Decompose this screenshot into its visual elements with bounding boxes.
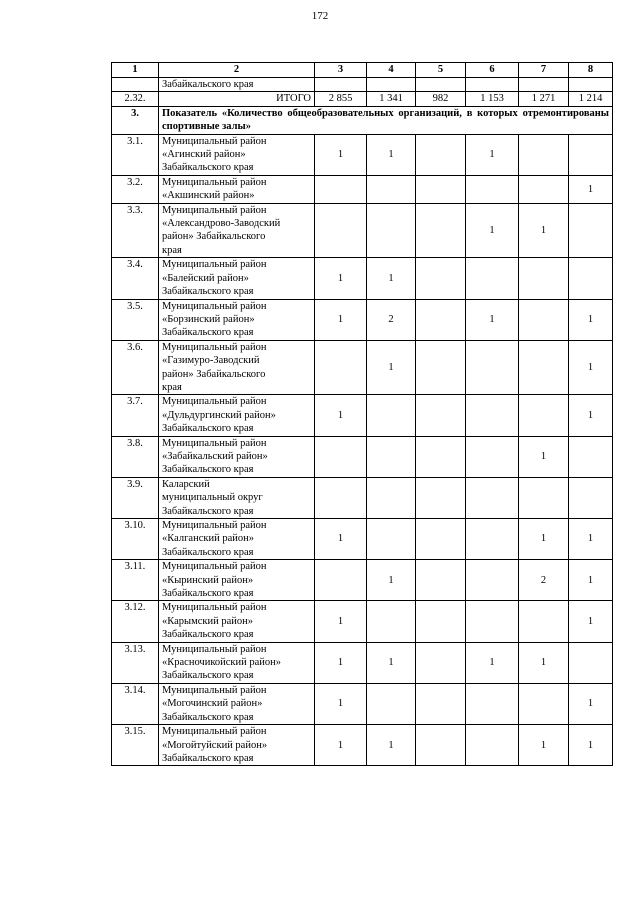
- data-table: [111, 62, 613, 766]
- row-number: 3.3.: [112, 203, 159, 258]
- header-cell: 5: [416, 63, 466, 78]
- section-title: Показатель «Количество общеобразовательных организаций, в которых отремонтированы спортивные залы»: [159, 106, 613, 134]
- municipality-name-line: Муниципальный район: [162, 300, 267, 312]
- municipality-name-line: «Забайкальский район»: [162, 450, 268, 462]
- value-cell: [466, 175, 519, 203]
- municipality-name-line: «Карымский район»: [162, 615, 253, 627]
- total-label: ИТОГО: [159, 92, 315, 106]
- municipality-name: [159, 175, 315, 203]
- value-cell: [466, 477, 519, 518]
- header-cell: 6: [466, 63, 519, 78]
- value-cell: [569, 258, 613, 299]
- municipality-name-line: «Могочинский район»: [162, 698, 263, 710]
- municipality-name-line: Муниципальный район: [162, 643, 267, 655]
- table-row: [112, 560, 613, 601]
- table-row: [112, 203, 613, 258]
- value-cell: [519, 134, 569, 175]
- value-cell: 1: [367, 340, 416, 395]
- value-cell: [416, 642, 466, 683]
- row-number: 3.10.: [112, 519, 159, 560]
- municipality-name-line: Забайкальского края: [162, 588, 254, 600]
- municipality-name-line: «Балейский район»: [162, 272, 249, 284]
- value-cell: [416, 519, 466, 560]
- value-cell: [519, 477, 569, 518]
- value-cell: 1: [519, 203, 569, 258]
- municipality-name: [159, 203, 315, 258]
- section-header-row: [112, 106, 613, 134]
- value-cell: 1: [466, 299, 519, 340]
- municipality-name-line: Муниципальный район: [162, 204, 267, 216]
- municipality-name: [159, 134, 315, 175]
- value-cell: 1: [466, 642, 519, 683]
- municipality-name-line: Забайкальского края: [162, 423, 254, 435]
- table-row: [112, 725, 613, 766]
- municipality-name-line: Муниципальный район: [162, 602, 267, 614]
- value-cell: [466, 560, 519, 601]
- municipality-name-line: Муниципальный район: [162, 396, 267, 408]
- header-cell: 4: [367, 63, 416, 78]
- value-cell: [416, 477, 466, 518]
- value-cell: 1: [519, 436, 569, 477]
- value-cell: 2: [519, 560, 569, 601]
- municipality-name-line: «Александрово-Заводский: [162, 218, 281, 230]
- value-cell: [466, 725, 519, 766]
- value-cell: [416, 560, 466, 601]
- municipality-name: [159, 258, 315, 299]
- value-cell: 1: [466, 134, 519, 175]
- municipality-name-line: Забайкальского края: [162, 752, 254, 764]
- value-cell: 1: [569, 175, 613, 203]
- municipality-name-line: Забайкальского края: [162, 327, 254, 339]
- value-cell: [416, 683, 466, 724]
- row-number: 3.4.: [112, 258, 159, 299]
- row-number: 3.11.: [112, 560, 159, 601]
- value-cell: 1: [315, 519, 367, 560]
- table-row: [112, 299, 613, 340]
- value-cell: [519, 340, 569, 395]
- value-cell: [416, 436, 466, 477]
- row-number: 3.8.: [112, 436, 159, 477]
- value-cell: 1: [367, 258, 416, 299]
- value-cell: [367, 436, 416, 477]
- municipality-name-line: края: [162, 381, 182, 393]
- value-cell: [569, 134, 613, 175]
- municipality-name-line: «Акшинский район»: [162, 190, 255, 202]
- value-cell: 1: [315, 258, 367, 299]
- value-cell: [466, 519, 519, 560]
- page-number: 172: [311, 10, 329, 22]
- municipality-name-line: Забайкальского края: [162, 711, 254, 723]
- municipality-name-line: район» Забайкальского: [162, 231, 266, 243]
- header-cell: 8: [569, 63, 613, 78]
- municipality-name: [159, 683, 315, 724]
- municipality-name-line: «Газимуро-Заводский: [162, 355, 260, 367]
- value-cell: [519, 299, 569, 340]
- value-cell: 1: [315, 642, 367, 683]
- municipality-name-line: Муниципальный район: [162, 684, 267, 696]
- value-cell: 1: [367, 725, 416, 766]
- row-number: 3.15.: [112, 725, 159, 766]
- value-cell: 1: [519, 642, 569, 683]
- total-row: [112, 92, 613, 106]
- municipality-name: [159, 477, 315, 518]
- header-cell: 2: [159, 63, 315, 78]
- municipality-name-line: район» Забайкальского: [162, 368, 266, 380]
- municipality-name: [159, 340, 315, 395]
- total-value: 1 341: [367, 92, 416, 106]
- value-cell: 1: [519, 519, 569, 560]
- value-cell: [569, 477, 613, 518]
- value-cell: [367, 175, 416, 203]
- municipality-name-line: «Красночикойский район»: [162, 657, 282, 669]
- value-cell: 1: [569, 725, 613, 766]
- municipality-name: [159, 725, 315, 766]
- row-number: 3.12.: [112, 601, 159, 642]
- municipality-name-line: Муниципальный район: [162, 341, 267, 353]
- municipality-name-line: Муниципальный район: [162, 135, 267, 147]
- value-cell: 1: [569, 340, 613, 395]
- value-cell: 1: [569, 299, 613, 340]
- value-cell: [367, 395, 416, 436]
- municipality-name-line: Забайкальского края: [162, 546, 254, 558]
- municipality-name-line: Забайкальского края: [162, 505, 254, 517]
- value-cell: [367, 601, 416, 642]
- value-cell: 1: [315, 134, 367, 175]
- municipality-name-line: Муниципальный район: [162, 726, 267, 738]
- value-cell: 1: [315, 395, 367, 436]
- municipality-name: [159, 519, 315, 560]
- value-cell: [519, 683, 569, 724]
- row-name: Забайкальского края: [159, 78, 315, 92]
- value-cell: 1: [569, 395, 613, 436]
- value-cell: [367, 683, 416, 724]
- value-cell: [416, 340, 466, 395]
- value-cell: 1: [315, 683, 367, 724]
- total-value: 1 214: [569, 92, 613, 106]
- row-number: [112, 78, 159, 92]
- row-number: 2.32.: [112, 92, 159, 106]
- municipality-name-line: Забайкальского края: [162, 464, 254, 476]
- municipality-name-line: Забайкальского края: [162, 162, 254, 174]
- municipality-name-line: «Могойтуйский район»: [162, 739, 268, 751]
- row-number: 3.1.: [112, 134, 159, 175]
- row-number: 3.13.: [112, 642, 159, 683]
- municipality-name: [159, 395, 315, 436]
- value-cell: [315, 175, 367, 203]
- value-cell: [519, 601, 569, 642]
- table-row: [112, 477, 613, 518]
- header-cell: 1: [112, 63, 159, 78]
- row-number: 3.5.: [112, 299, 159, 340]
- municipality-name-line: «Калганский район»: [162, 533, 254, 545]
- value-cell: [315, 477, 367, 518]
- header-row: [112, 63, 613, 78]
- value-cell: [569, 436, 613, 477]
- value-cell: [315, 203, 367, 258]
- table-row: [112, 519, 613, 560]
- municipality-name-line: Каларский: [162, 478, 210, 490]
- value-cell: 1: [315, 299, 367, 340]
- value-cell: 2: [367, 299, 416, 340]
- value-cell: [416, 725, 466, 766]
- municipality-name-line: Муниципальный район: [162, 259, 267, 271]
- value-cell: 1: [519, 725, 569, 766]
- total-value: 982: [416, 92, 466, 106]
- table-row: [112, 601, 613, 642]
- row-number: 3.6.: [112, 340, 159, 395]
- value-cell: [466, 395, 519, 436]
- municipality-name-line: Муниципальный район: [162, 561, 267, 573]
- value-cell: 1: [367, 560, 416, 601]
- table-row: [112, 642, 613, 683]
- value-cell: [315, 436, 367, 477]
- carry-over-row: [112, 78, 613, 92]
- municipality-name-line: «Кыринский район»: [162, 574, 254, 586]
- municipality-name-line: Муниципальный район: [162, 437, 267, 449]
- total-value: 1 153: [466, 92, 519, 106]
- value-cell: [416, 395, 466, 436]
- municipality-name-line: муниципальный округ: [162, 492, 263, 504]
- value-cell: 1: [367, 134, 416, 175]
- total-value: 2 855: [315, 92, 367, 106]
- municipality-name: [159, 436, 315, 477]
- municipality-name-line: Забайкальского края: [162, 286, 254, 298]
- value-cell: 1: [315, 725, 367, 766]
- value-cell: [519, 258, 569, 299]
- row-number: 3.14.: [112, 683, 159, 724]
- row-number: 3.9.: [112, 477, 159, 518]
- value-cell: 1: [569, 683, 613, 724]
- value-cell: [367, 519, 416, 560]
- municipality-name-line: Забайкальского края: [162, 629, 254, 641]
- value-cell: [519, 175, 569, 203]
- municipality-name: [159, 299, 315, 340]
- value-cell: [466, 258, 519, 299]
- value-cell: [367, 477, 416, 518]
- value-cell: 1: [569, 519, 613, 560]
- value-cell: [416, 299, 466, 340]
- municipality-name-line: Муниципальный район: [162, 520, 267, 531]
- municipality-name: [159, 601, 315, 642]
- municipality-name-line: «Агинский район»: [162, 149, 246, 161]
- table-row: [112, 134, 613, 175]
- section-number: 3.: [112, 106, 159, 134]
- municipality-name-line: Муниципальный район: [162, 176, 267, 188]
- header-cell: 3: [315, 63, 367, 78]
- value-cell: [416, 203, 466, 258]
- value-cell: 1: [569, 560, 613, 601]
- row-number: 3.2.: [112, 175, 159, 203]
- value-cell: 1: [466, 203, 519, 258]
- value-cell: 1: [367, 642, 416, 683]
- value-cell: [416, 134, 466, 175]
- header-cell: 7: [519, 63, 569, 78]
- row-number: 3.7.: [112, 395, 159, 436]
- value-cell: [466, 436, 519, 477]
- value-cell: 1: [569, 601, 613, 642]
- value-cell: [466, 683, 519, 724]
- value-cell: [367, 203, 416, 258]
- value-cell: [416, 601, 466, 642]
- value-cell: [315, 340, 367, 395]
- value-cell: [315, 560, 367, 601]
- municipality-name: [159, 642, 315, 683]
- table-row: [112, 436, 613, 477]
- value-cell: [416, 175, 466, 203]
- municipality-name-line: «Борзинский район»: [162, 313, 255, 325]
- table-row: [112, 258, 613, 299]
- value-cell: [519, 395, 569, 436]
- value-cell: [466, 340, 519, 395]
- value-cell: [416, 258, 466, 299]
- municipality-name-line: «Дульдургинский район»: [162, 409, 276, 421]
- table-row: [112, 175, 613, 203]
- value-cell: [569, 203, 613, 258]
- table-row: [112, 340, 613, 395]
- value-cell: [466, 601, 519, 642]
- table-row: [112, 683, 613, 724]
- total-value: 1 271: [519, 92, 569, 106]
- value-cell: [569, 642, 613, 683]
- municipality-name: [159, 560, 315, 601]
- municipality-name-line: края: [162, 244, 182, 256]
- value-cell: 1: [315, 601, 367, 642]
- table-row: [112, 395, 613, 436]
- municipality-name-line: Забайкальского края: [162, 670, 254, 682]
